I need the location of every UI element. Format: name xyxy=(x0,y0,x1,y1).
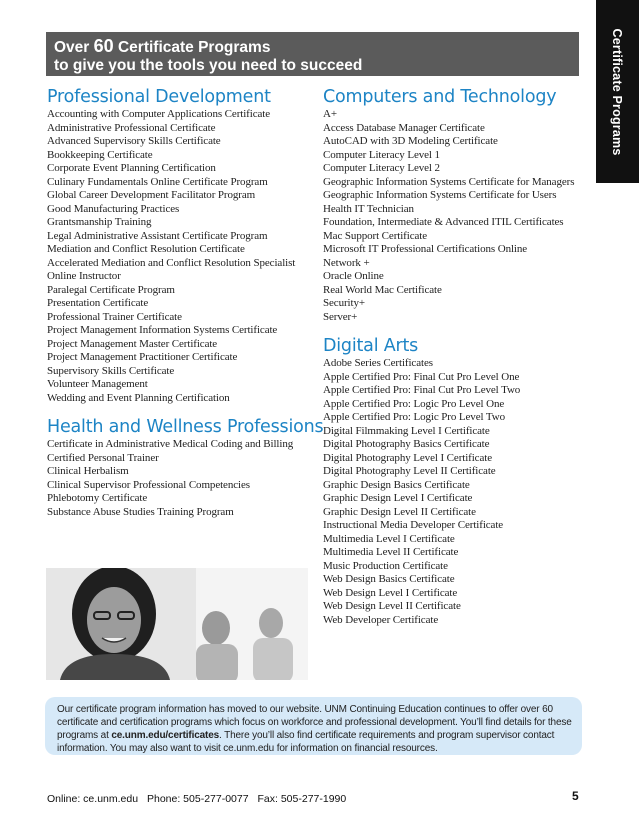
list-item: Instructional Media Developer Certificate xyxy=(323,519,504,531)
list-item: Legal Administrative Assistant Certificate Program xyxy=(47,229,268,242)
list-item: Certified Personal Trainer xyxy=(47,451,159,464)
right-column xyxy=(323,86,593,627)
list-item: Mac Support Certificate xyxy=(323,229,427,242)
list-item: Clinical Herbalism xyxy=(47,465,129,477)
list-item: Wedding and Event Planning Certification xyxy=(47,391,230,404)
list-item: Geographic Information Systems Certificate for Users xyxy=(323,189,557,201)
students-photo-illustration xyxy=(46,568,308,680)
list-item: Digital Photography Level I Certificate xyxy=(323,451,492,464)
list-item: Substance Abuse Studies Training Program xyxy=(47,505,234,518)
title-banner xyxy=(46,32,579,76)
list-item: Apple Certified Pro: Logic Pro Level Two xyxy=(323,411,505,423)
list-item: Web Design Level II Certificate xyxy=(323,600,461,612)
list-item: Computer Literacy Level 1 xyxy=(323,148,440,161)
list-item: Supervisory Skills Certificate xyxy=(47,364,175,377)
digital-arts-list xyxy=(323,357,593,627)
health-wellness-list xyxy=(47,438,317,519)
list-item: Project Management Information Systems Certificate xyxy=(47,324,278,336)
list-item: Digital Photography Level II Certificate xyxy=(323,465,496,477)
list-item: Computer Literacy Level 2 xyxy=(323,162,440,174)
footer-phone: Phone: 505-277-0077 xyxy=(146,793,249,805)
footer-online: Online: ce.unm.edu xyxy=(47,793,139,805)
list-item: Global Career Development Facilitator Program xyxy=(47,189,256,201)
list-item: Bookkeeping Certificate xyxy=(47,148,153,161)
list-item: AutoCAD with 3D Modeling Certificate xyxy=(323,135,498,147)
list-item: Security+ xyxy=(323,297,365,309)
professional-development-list xyxy=(47,108,317,405)
students-photo xyxy=(46,568,308,680)
list-item: Online Instructor xyxy=(47,270,121,282)
section-heading-health-wellness: Health and Wellness Professions xyxy=(47,417,324,437)
list-item: Digital Filmmaking Level I Certificate xyxy=(323,424,490,437)
list-item: Phlebotomy Certificate xyxy=(47,492,148,504)
list-item: Music Production Certificate xyxy=(323,559,448,572)
list-item: Mediation and Conflict Resolution Certificate xyxy=(47,243,245,255)
list-item: Foundation, Intermediate & Advanced ITIL Certificates xyxy=(323,216,564,228)
list-item: Graphic Design Basics Certificate xyxy=(323,478,470,491)
list-item: Network + xyxy=(323,256,370,269)
section-heading-digital-arts: Digital Arts xyxy=(323,336,419,356)
list-item: Culinary Fundamentals Online Certificate Program xyxy=(47,175,268,188)
list-item: Accounting with Computer Applications Certificate xyxy=(47,108,270,120)
footer-fax: Fax: 505-277-1990 xyxy=(257,793,347,805)
list-item: Corporate Event Planning Certification xyxy=(47,162,216,174)
list-item: Multimedia Level II Certificate xyxy=(323,546,459,558)
list-item: Graphic Design Level I Certificate xyxy=(323,492,473,504)
list-item: Project Management Practitioner Certificate xyxy=(47,351,238,363)
list-item: Real World Mac Certificate xyxy=(323,283,442,296)
list-item: Adobe Series Certificates xyxy=(323,357,433,369)
certificates-link[interactable]: ce.unm.edu/certificates xyxy=(111,730,220,741)
info-text-2: . There you’ll also find certificate requirements and program supervisor contact information. You may also want to visit ce.unm.edu for information on financial resources. xyxy=(57,730,555,754)
list-item: Presentation Certificate xyxy=(47,297,149,309)
list-item: Server+ xyxy=(323,310,358,323)
list-item: Advanced Supervisory Skills Certificate xyxy=(47,135,221,147)
list-item: Certificate in Administrative Medical Coding and Billing xyxy=(47,438,294,450)
list-item: Grantsmanship Training xyxy=(47,216,152,228)
list-item: Volunteer Management xyxy=(47,378,148,390)
info-box xyxy=(45,697,582,755)
list-item: Health IT Technician xyxy=(323,202,414,215)
side-tab-label: Certificate Programs xyxy=(610,28,624,156)
list-item: Apple Certified Pro: Logic Pro Level One xyxy=(323,397,505,410)
banner-line-1: Over 60 Certificate Programs xyxy=(54,36,271,56)
left-column xyxy=(47,86,324,519)
list-item: Apple Certified Pro: Final Cut Pro Level Two xyxy=(323,384,521,396)
list-item: Web Developer Certificate xyxy=(323,613,439,626)
list-item: Paralegal Certificate Program xyxy=(47,283,175,296)
list-item: Microsoft IT Professional Certifications Online xyxy=(323,243,528,255)
list-item: Good Manufacturing Practices xyxy=(47,202,180,215)
list-item: Digital Photography Basics Certificate xyxy=(323,438,490,450)
list-item: Professional Trainer Certificate xyxy=(47,310,182,323)
list-item: A+ xyxy=(323,108,337,120)
list-item: Graphic Design Level II Certificate xyxy=(323,505,476,518)
list-item: Web Design Basics Certificate xyxy=(323,573,455,585)
list-item: Geographic Information Systems Certificate for Managers xyxy=(323,175,575,188)
footer xyxy=(47,793,352,805)
computers-technology-list xyxy=(323,108,593,324)
banner-line-2: to give you the tools you need to succeed xyxy=(54,57,363,74)
list-item: Oracle Online xyxy=(323,270,384,282)
section-heading-computers-technology: Computers and Technology xyxy=(323,87,557,107)
side-tab xyxy=(596,0,639,183)
list-item: Clinical Supervisor Professional Competencies xyxy=(47,478,250,491)
list-item: Accelerated Mediation and Conflict Resolution Specialist xyxy=(47,256,296,269)
section-heading-professional-development: Professional Development xyxy=(47,87,271,107)
list-item: Apple Certified Pro: Final Cut Pro Level One xyxy=(323,370,520,383)
list-item: Administrative Professional Certificate xyxy=(47,121,216,134)
list-item: Access Database Manager Certificate xyxy=(323,121,485,134)
list-item: Multimedia Level I Certificate xyxy=(323,532,455,545)
list-item: Project Management Master Certificate xyxy=(47,337,218,350)
list-item: Web Design Level I Certificate xyxy=(323,586,458,599)
page-number: 5 xyxy=(572,789,579,803)
info-text-1: Our certificate program information has moved to our website. UNM Continuing Education continues to offer over 60 certificate and certification programs which focus on workforce and professional development. You’ll find details for these programs at xyxy=(57,704,572,741)
